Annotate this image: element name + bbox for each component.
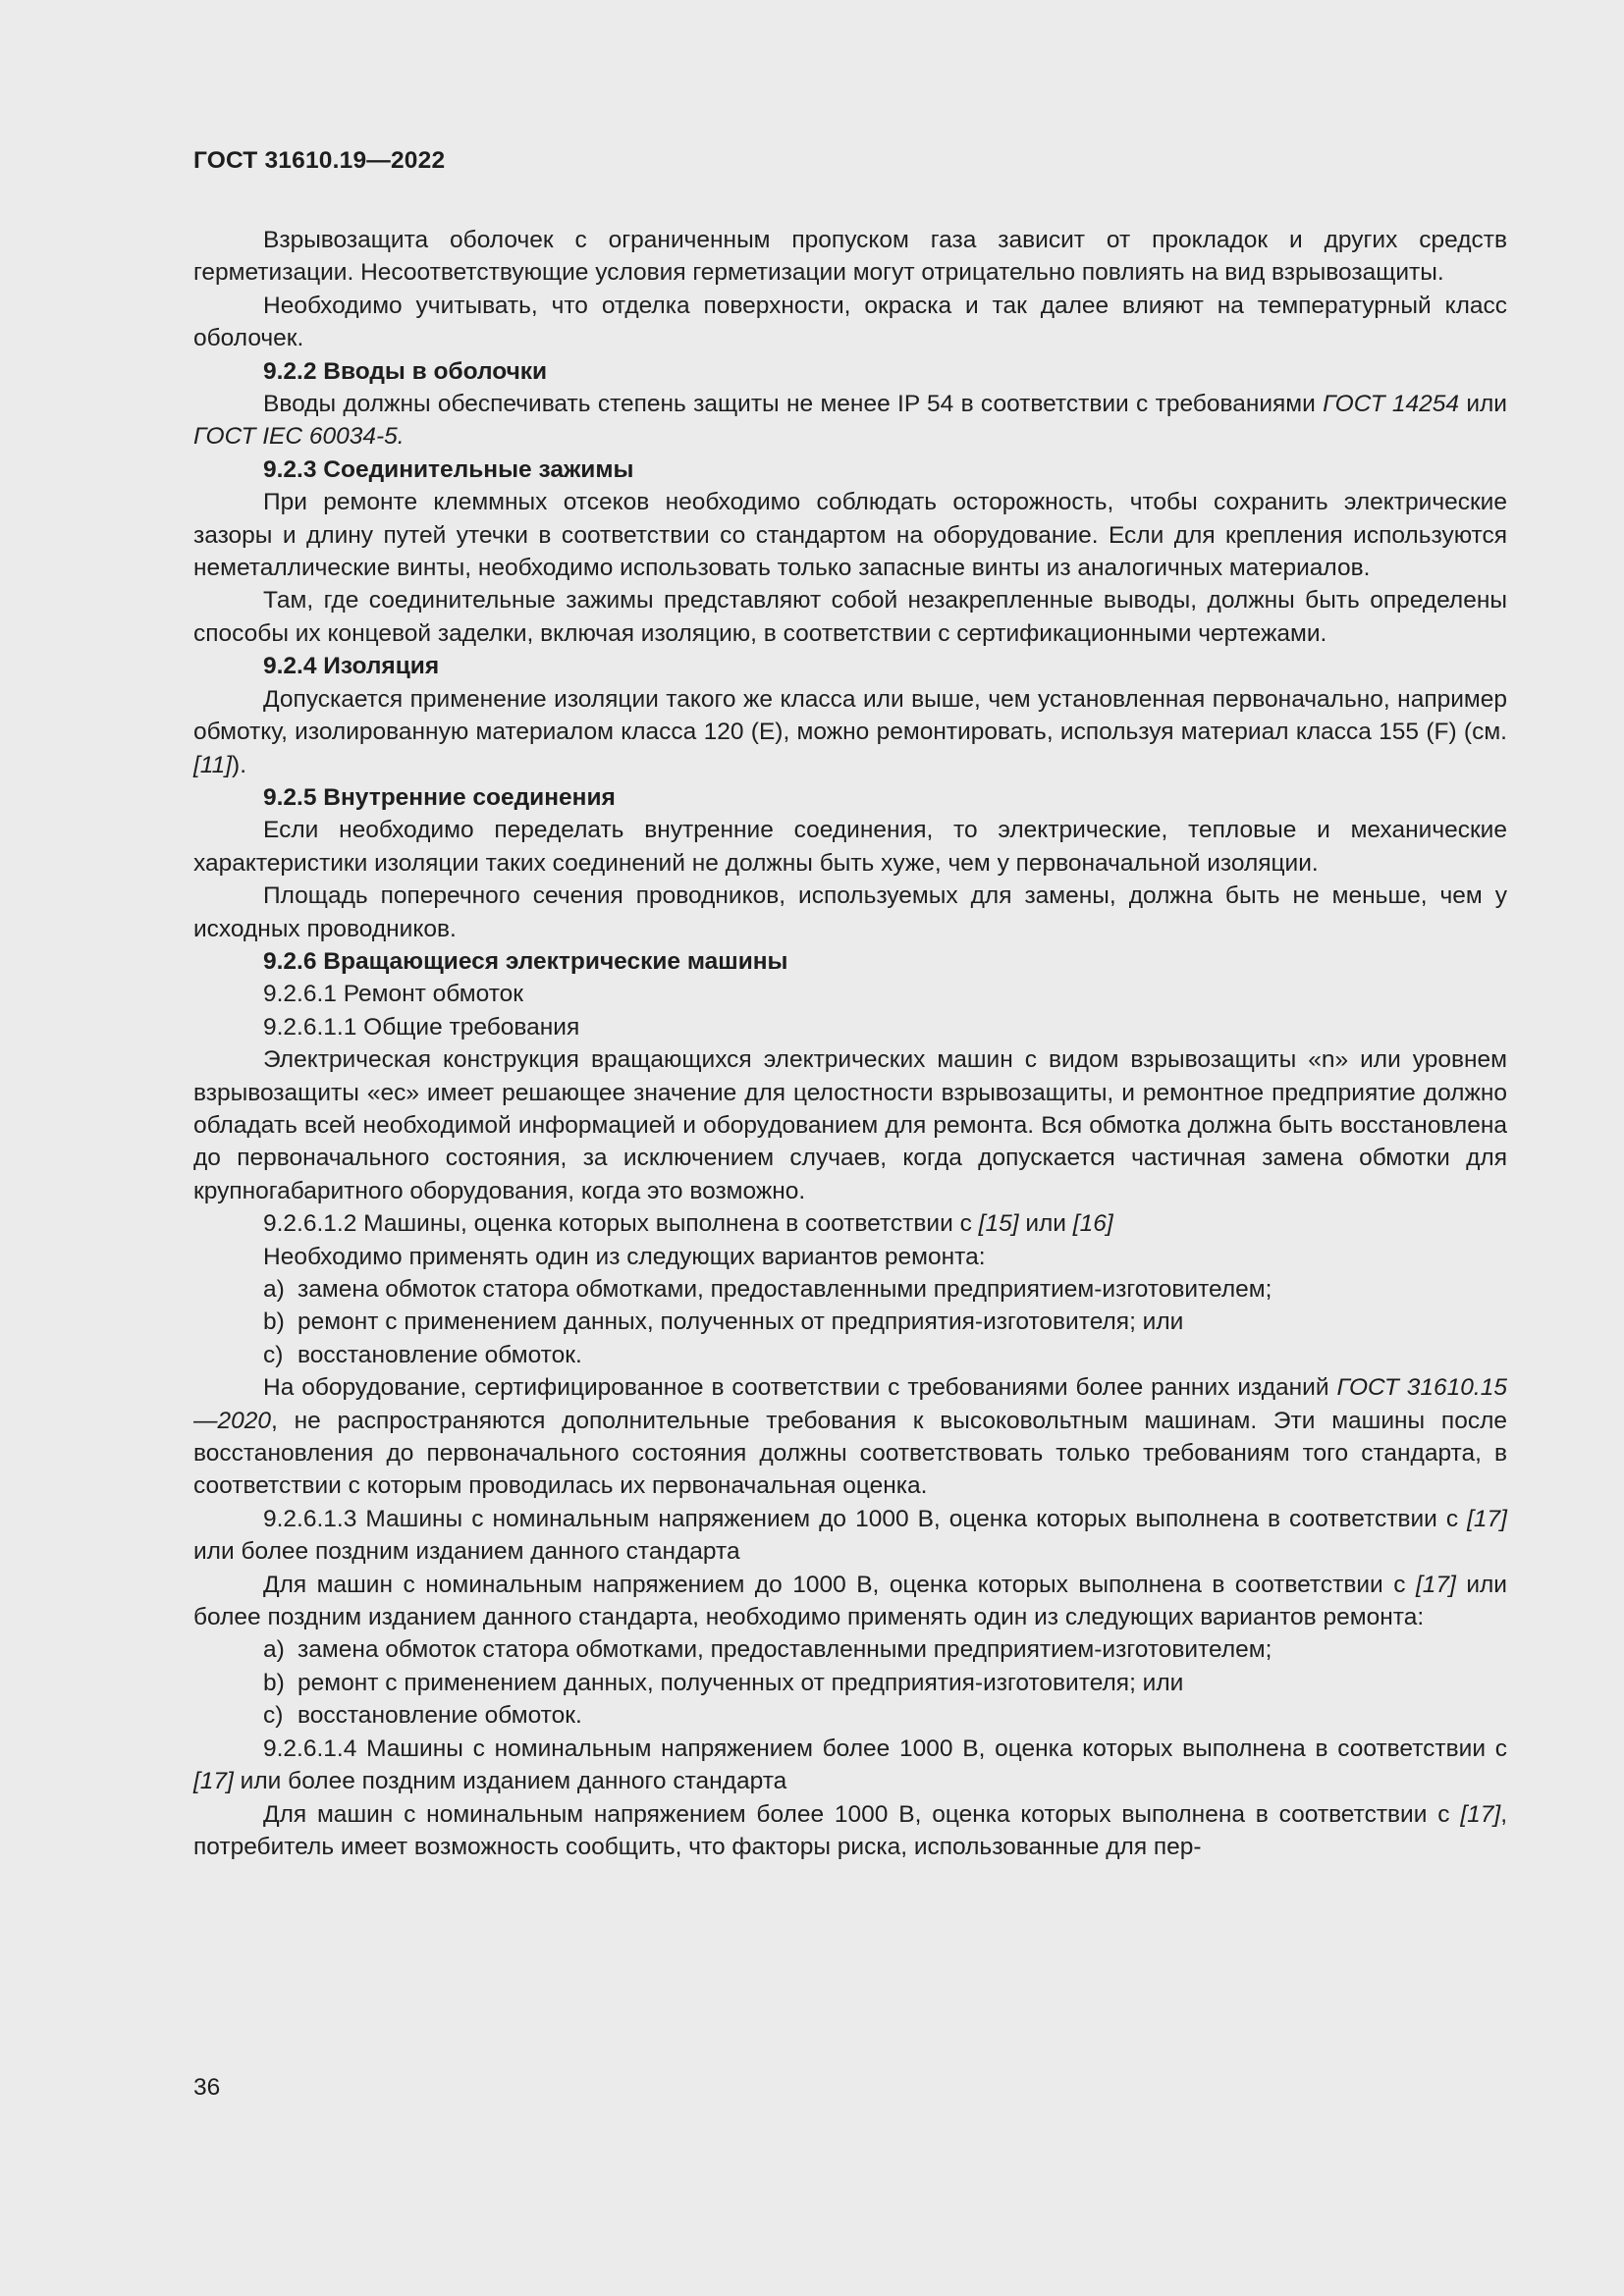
subsection-title: 9.2.6.1.1 Общие требования [263,1013,580,1041]
bibliography-reference: [17] [1460,1800,1501,1828]
bibliography-reference: [17] [1415,1571,1456,1598]
section-heading-9-2-4: 9.2.4 Изоляция [263,653,440,680]
standard-reference: ГОСТ IEC 60034-5. [193,423,405,451]
list-item: c) восстановление обмоток. [263,1702,582,1730]
paragraph: Допускается применение изоляции такого же класса или выше, чем установленная первоначально, например обмотку, изолированную материалом класса 120 (E), можно ремонтировать, используя материал класса 155 (F) (см. [11]). [193,685,1507,778]
paragraph: Для машин с номинальным напряжением до 1000 В, оценка которых выполнена в соответствии с [17] или более поздним изданием данного стандарта, необходимо применять один из следующих вариантов ремонта: [193,1571,1507,1631]
page-body [193,224,1507,1863]
bibliography-reference: [11] [193,751,233,778]
paragraph: При ремонте клеммных отсеков необходимо соблюдать осторожность, чтобы сохранить электрические зазоры и длину путей утечки в соответствии со стандартом на оборудование. Если для крепления используются неметаллические винты, необходимо использовать только запасные винты из аналогичных материалов. [193,489,1507,582]
paragraph: Для машин с номинальным напряжением более 1000 В, оценка которых выполнена в соответствии с [17], потребитель имеет возможность сообщить, что факторы риска, использованные для пер- [193,1800,1507,1860]
subsection-title: 9.2.6.1.3 Машины с номинальным напряжением до 1000 В, оценка которых выполнена в соответствии с [17] или более поздним изданием данного стандарта [193,1505,1507,1566]
section-heading-9-2-6: 9.2.6 Вращающиеся электрические машины [263,947,788,975]
bibliography-reference: [16] [1072,1210,1113,1238]
bibliography-reference: [15] [978,1210,1019,1238]
paragraph: Необходимо применять один из следующих вариантов ремонта: [263,1243,986,1270]
bibliography-reference: [17] [193,1768,234,1795]
subsection-title: 9.2.6.1.2 Машины, оценка которых выполнена в соответствии с [15] или [16] [263,1210,1113,1238]
list-item: a) замена обмоток статора обмотками, предоставленными предприятием-изготовителем; [263,1636,1272,1664]
standard-reference: ГОСТ 14254 [1323,391,1460,418]
paragraph: Там, где соединительные зажимы представляют собой незакрепленные выводы, должны быть определены способы их концевой заделки, включая изоляцию, в соответствии с сертификационными чертежами. [193,587,1507,647]
paragraph: На оборудование, сертифицированное в соответствии с требованиями более ранних изданий ГОСТ 31610.15—2020, не распространяются дополнительные требования к высоковольтным машинам. Эти машины после восстановления до первоначального состояния должны соответствовать только требованиям того стандарта, в соответствии с которым проводилась их первоначальная оценка. [193,1374,1507,1500]
paragraph: Если необходимо переделать внутренние соединения, то электрические, тепловые и механические характеристики изоляции таких соединений не должны быть хуже, чем у первоначальной изоляции. [193,817,1507,877]
paragraph: Взрывозащита оболочек с ограниченным пропуском газа зависит от прокладок и других средств герметизации. Несоответствующие условия герметизации могут отрицательно повлиять на вид взрывозащиты. [193,227,1507,287]
bibliography-reference: [17] [1467,1505,1507,1532]
section-heading-9-2-5: 9.2.5 Внутренние соединения [263,783,616,811]
section-heading-9-2-2: 9.2.2 Вводы в оболочки [263,357,548,385]
document-header: ГОСТ 31610.19—2022 [193,147,446,174]
list-item: c) восстановление обмоток. [263,1341,582,1368]
subsection-title: 9.2.6.1 Ремонт обмоток [263,981,523,1008]
page-number: 36 [193,2074,221,2101]
paragraph: Площадь поперечного сечения проводников, используемых для замены, должна быть не меньше, чем у исходных проводников. [193,882,1507,942]
paragraph: Электрическая конструкция вращающихся электрических машин с видом взрывозащиты «n» или уровнем взрывозащиты «ec» имеет решающее значение для целостности взрывозащиты, и ремонтное предприятие должно обладать всей необходимой информацией и оборудованием для ремонта. Вся обмотка должна быть восстановлена до первоначального состояния, за исключением случаев, когда допускается частичная замена обмотки для крупногабаритного оборудования, когда это возможно. [193,1046,1507,1204]
section-heading-9-2-3: 9.2.3 Соединительные зажимы [263,455,634,483]
standard-reference: ГОСТ 31610.15—2020 [193,1374,1507,1434]
paragraph: Вводы должны обеспечивать степень защиты не менее IP 54 в соответствии с требованиями ГОСТ 14254 или ГОСТ IEC 60034-5. [193,391,1507,451]
list-item: b) ремонт с применением данных, полученных от предприятия-изготовителя; или [263,1669,1184,1696]
subsection-title: 9.2.6.1.4 Машины с номинальным напряжением более 1000 В, оценка которых выполнена в соответствии с [17] или более поздним изданием данного стандарта [193,1735,1507,1795]
list-item: b) ремонт с применением данных, полученных от предприятия-изготовителя; или [263,1308,1184,1336]
list-item: a) замена обмоток статора обмотками, предоставленными предприятием-изготовителем; [263,1276,1272,1303]
paragraph: Необходимо учитывать, что отделка поверхности, окраска и так далее влияют на температурный класс оболочек. [193,292,1507,352]
